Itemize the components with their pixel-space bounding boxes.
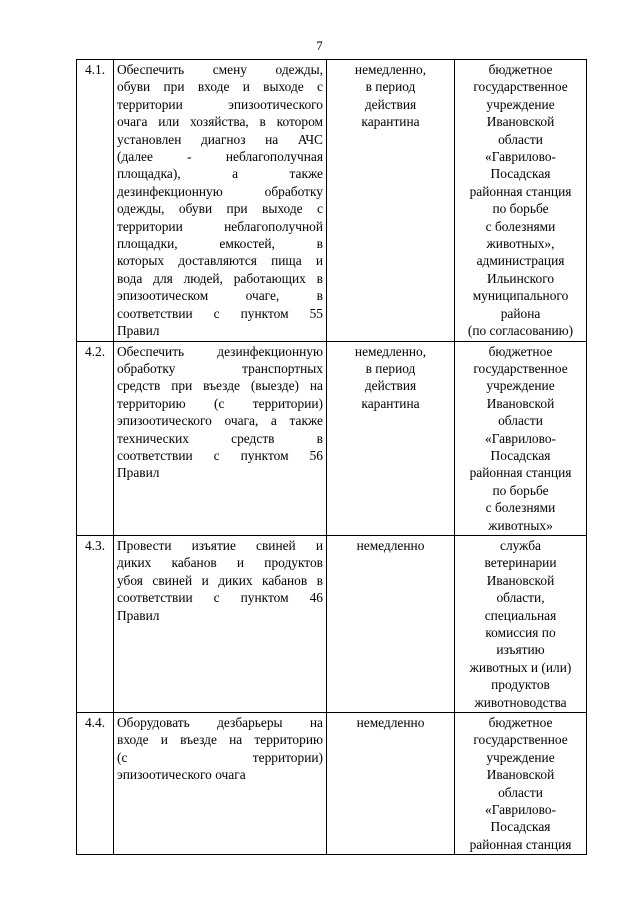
action-cell bbox=[114, 341, 327, 535]
responsible-line: «Гаврилово- bbox=[485, 430, 556, 446]
deadline-line: действия bbox=[364, 96, 417, 112]
responsible-line: комиссия по bbox=[485, 625, 556, 640]
action-line: средств при въезде (выезде) на bbox=[117, 378, 323, 394]
deadline-line: немедленно, bbox=[354, 343, 427, 359]
responsible-line: с болезнями bbox=[485, 218, 556, 234]
responsible-line: животных» bbox=[488, 517, 553, 533]
deadline-line: действия bbox=[364, 378, 417, 394]
action-line: обработку транспортных bbox=[117, 360, 323, 376]
action-line: соответствии с пунктом 46 bbox=[117, 590, 323, 606]
row-number-cell: 4.2. bbox=[77, 341, 114, 535]
action-cell bbox=[114, 713, 327, 855]
responsible-line: Ивановской bbox=[486, 395, 555, 411]
table-row bbox=[77, 341, 587, 535]
action-line: эпизоотического очага bbox=[117, 767, 246, 783]
responsible-line: по борьбе bbox=[492, 482, 549, 498]
action-line: (далее - неблагополучная bbox=[117, 149, 323, 165]
responsible-cell bbox=[455, 60, 587, 342]
measures-table bbox=[76, 59, 587, 855]
responsible-line: района bbox=[500, 305, 541, 321]
action-line: Обеспечить дезинфекционную bbox=[117, 343, 323, 359]
action-line: одежды, обуви при выходе с bbox=[117, 201, 323, 217]
row-number-cell: 4.1. bbox=[77, 60, 114, 342]
responsible-line: муниципального bbox=[472, 288, 569, 304]
responsible-line: администрация bbox=[476, 253, 565, 269]
responsible-line: «Гаврилово- bbox=[485, 802, 556, 818]
table-row bbox=[77, 60, 587, 342]
table-body bbox=[77, 60, 587, 855]
action-line: установлен диагноз на АЧС bbox=[117, 131, 323, 147]
action-line: входе и въезде на территорию bbox=[117, 732, 323, 748]
action-line: площадка), а также bbox=[117, 166, 323, 182]
responsible-line: области bbox=[498, 131, 543, 147]
action-line: диких кабанов и продуктов bbox=[117, 555, 323, 571]
action-line: дезинфекционную обработку bbox=[117, 183, 323, 199]
responsible-line: районная станция bbox=[469, 183, 572, 199]
deadline-cell bbox=[327, 341, 455, 535]
action-line: технических средств в bbox=[117, 430, 323, 446]
action-line: территорию (с территории) bbox=[117, 395, 323, 411]
deadline-cell bbox=[327, 535, 455, 712]
action-line: очага или хозяйства, в котором bbox=[117, 114, 323, 130]
responsible-line: продуктов bbox=[491, 677, 550, 693]
responsible-line: животных и (или) bbox=[469, 659, 572, 675]
table-row bbox=[77, 713, 587, 855]
action-line: эпизоотического очага, а также bbox=[117, 413, 323, 429]
responsible-line: государственное bbox=[473, 360, 568, 376]
responsible-line: учреждение bbox=[486, 378, 555, 394]
responsible-line: учреждение bbox=[486, 96, 555, 112]
action-line: Правил bbox=[117, 465, 160, 481]
action-line: обуви при входе и выходе с bbox=[117, 79, 323, 95]
responsible-line: специальная bbox=[484, 607, 557, 623]
row-number-cell: 4.3. bbox=[77, 535, 114, 712]
responsible-line: Ивановской bbox=[486, 114, 555, 130]
deadline-line: карантина bbox=[361, 114, 420, 130]
action-line: территории эпизоотического bbox=[117, 96, 323, 112]
action-line: территории неблагополучной bbox=[117, 218, 323, 234]
deadline-cell bbox=[327, 713, 455, 855]
responsible-line: районная станция bbox=[469, 465, 572, 481]
action-cell bbox=[114, 535, 327, 712]
responsible-line: бюджетное bbox=[488, 62, 553, 77]
action-line: соответствии с пунктом 56 bbox=[117, 447, 323, 463]
responsible-line: служба bbox=[500, 537, 541, 553]
responsible-line: животноводства bbox=[474, 694, 567, 710]
responsible-line: Посадская bbox=[490, 819, 551, 835]
responsible-line: Ивановской bbox=[486, 767, 555, 783]
responsible-cell bbox=[455, 535, 587, 712]
responsible-line: ветеринарии bbox=[484, 555, 557, 571]
row-number-cell: 4.4. bbox=[77, 713, 114, 855]
deadline-line: немедленно bbox=[356, 537, 425, 553]
action-line: которых доставляются пища и bbox=[117, 253, 323, 269]
responsible-line: бюджетное bbox=[488, 343, 553, 359]
deadline-line: немедленно bbox=[356, 715, 425, 731]
action-line: Правил bbox=[117, 607, 160, 623]
action-line: Провести изъятие свиней и bbox=[117, 537, 323, 553]
responsible-line: государственное bbox=[473, 732, 568, 748]
action-line: Оборудовать дезбарьеры на bbox=[117, 715, 323, 731]
responsible-line: Посадская bbox=[490, 166, 551, 182]
responsible-line: «Гаврилово- bbox=[485, 149, 556, 165]
responsible-line: изъятию bbox=[496, 642, 545, 658]
action-line: вода для людей, работающих в bbox=[117, 270, 323, 286]
responsible-line: по борьбе bbox=[492, 201, 549, 217]
responsible-line: Ивановской bbox=[486, 572, 555, 588]
responsible-line: районная станция bbox=[469, 836, 572, 852]
action-line: соответствии с пунктом 55 bbox=[117, 305, 323, 321]
table-row bbox=[77, 535, 587, 712]
responsible-line: области bbox=[498, 413, 543, 429]
deadline-cell bbox=[327, 60, 455, 342]
deadline-line: в период bbox=[365, 360, 416, 376]
action-line: убоя свиней и диких кабанов в bbox=[117, 572, 323, 588]
deadline-line: карантина bbox=[361, 395, 420, 411]
responsible-line: Ильинского bbox=[486, 270, 555, 286]
responsible-cell bbox=[455, 713, 587, 855]
responsible-line: государственное bbox=[473, 79, 568, 95]
responsible-line: животных», bbox=[486, 236, 555, 252]
action-line: (с территории) bbox=[117, 749, 323, 765]
responsible-line: с болезнями bbox=[485, 500, 556, 516]
action-line: площадки, емкостей, в bbox=[117, 236, 323, 252]
responsible-line: Посадская bbox=[490, 447, 551, 463]
page-number: 7 bbox=[316, 38, 323, 53]
action-line: Обеспечить смену одежды, bbox=[117, 62, 323, 77]
responsible-line: бюджетное bbox=[488, 715, 553, 731]
deadline-line: в период bbox=[365, 79, 416, 95]
responsible-cell bbox=[455, 341, 587, 535]
deadline-line: немедленно, bbox=[354, 62, 427, 77]
action-line: эпизоотическом очаге, в bbox=[117, 288, 323, 304]
responsible-line: области bbox=[498, 784, 543, 800]
responsible-line: области, bbox=[496, 590, 545, 606]
action-line: Правил bbox=[117, 323, 160, 339]
action-cell bbox=[114, 60, 327, 342]
responsible-line: учреждение bbox=[486, 749, 555, 765]
responsible-line: (по согласованию) bbox=[467, 323, 574, 339]
